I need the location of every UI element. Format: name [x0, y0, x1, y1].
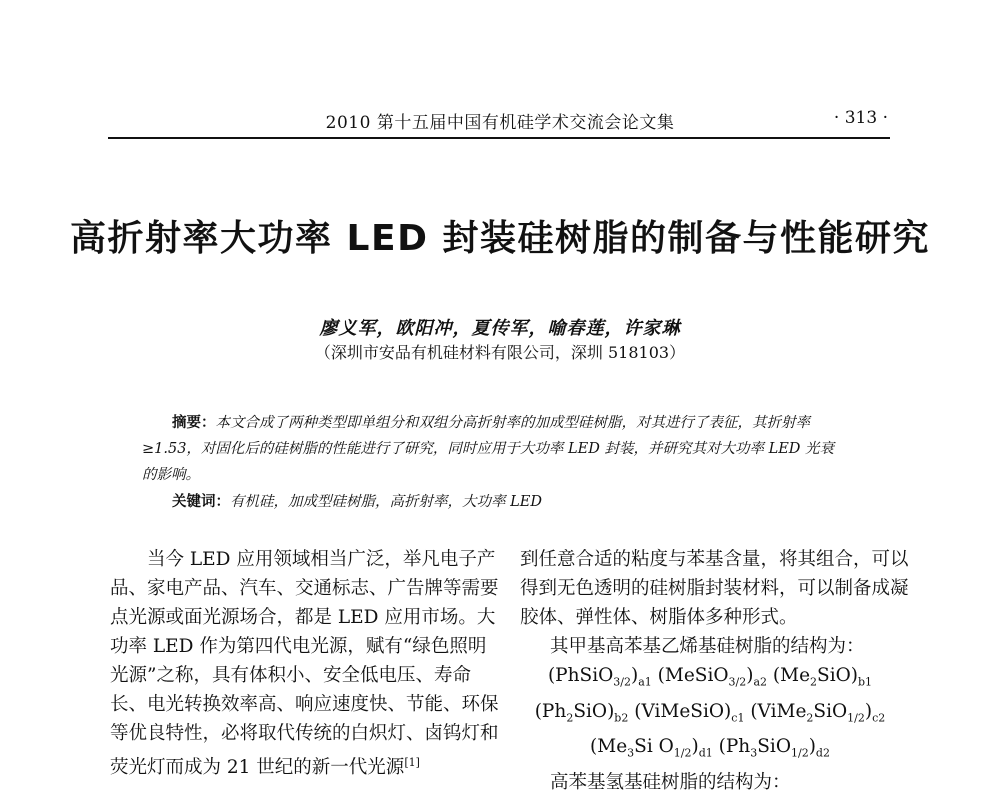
right-line: 其甲基高苯基乙烯基硅树脂的结构为：: [550, 636, 865, 657]
formula-2: $(Ph_2SiO)_{b2}$ $(ViMeSiO)_{c1}$ $(ViMe_2SiO_{1/2})_{c2}$: [534, 700, 886, 725]
left-column: [110, 545, 499, 782]
left-line: 荧光灯而成为 21 世纪的新一代光源: [110, 757, 405, 779]
keywords-text: 有机硅，加成型硅树脂，高折射率，大功率 LED: [230, 494, 542, 510]
page-number: · 313 ·: [833, 108, 888, 128]
abstract-line-3: 的影响。: [142, 467, 200, 483]
running-header: 2010 第十五届中国有机硅学术交流会论文集: [325, 113, 675, 133]
header-rule: [108, 137, 890, 139]
left-line: 点光源或面光源场合，都是 LED 应用市场。大: [110, 607, 496, 628]
left-line: 当今 LED 应用领域相当广泛，举凡电子产: [147, 549, 496, 570]
abstract: [142, 410, 862, 488]
authors: 廖义军，欧阳冲，夏传军，喻春莲，许家琳: [319, 318, 681, 339]
keywords-label: 关键词：: [172, 493, 230, 510]
affiliation: （深圳市安品有机硅材料有限公司，深圳 518103）: [314, 343, 686, 362]
left-line: 功率 LED 作为第四代电光源，赋有“绿色照明: [110, 636, 487, 657]
right-line: 高苯基氢基硅树脂的结构为：: [550, 772, 791, 794]
paper-title: 高折射率大功率 LED 封装硅树脂的制备与性能研究: [70, 218, 930, 259]
left-line-last: [110, 748, 490, 782]
right-line: 胶体、弹性体、树脂体多种形式。: [520, 607, 798, 628]
right-column: [520, 545, 909, 797]
left-line: 品、家电产品、汽车、交通标志、广告牌等需要: [110, 578, 499, 599]
left-line: 长、电光转换效率高、响应速度快、节能、环保: [110, 694, 499, 715]
citation-ref: [1]: [404, 756, 420, 769]
formula-3: ($Me_3Si$ $O_{1/2})_{d1}$ $(Ph_3SiO_{1/2})_{d2}$: [590, 736, 830, 761]
left-line: 等优良特性，必将取代传统的白炽灯、卤钨灯和: [110, 723, 499, 744]
keywords: [172, 490, 872, 511]
formula-1: $(PhSiO_{3/2})_{a1}$ $(MeSiO_{3/2})_{a2}$ $(Me_2SiO)_{b1}$: [547, 665, 873, 689]
right-line: 得到无色透明的硅树脂封装材料，可以制备成凝: [520, 578, 909, 599]
right-line: 到任意合适的粘度与苯基含量，将其组合，可以: [520, 549, 909, 570]
left-line: 光源”之称，具有体积小、安全低电压、寿命: [110, 665, 471, 686]
abstract-label: 摘要：: [172, 414, 216, 431]
abstract-line-2: ≥1.53，对固化后的硅树脂的性能进行了研究，同时应用于大功率 LED 封装，并研究其对大功率 LED 光衰: [142, 441, 835, 457]
abstract-line-1: 本文合成了两种类型即单组分和双组分高折射率的加成型硅树脂，对其进行了表征，其折射率: [215, 415, 810, 431]
